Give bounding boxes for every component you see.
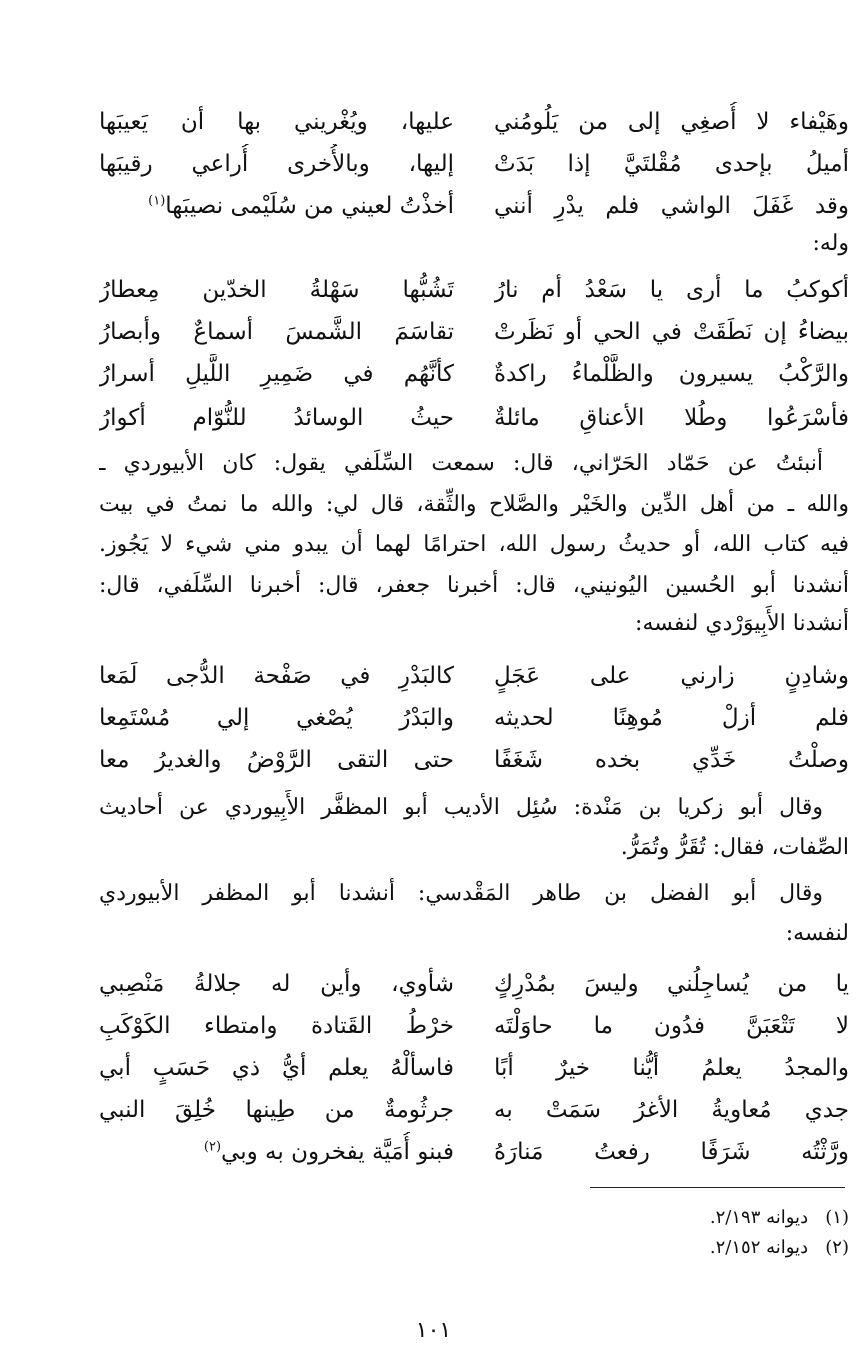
verse-second-hemistich: إليها، وبالأُخرى أُراعي رقيبَها xyxy=(99,151,454,177)
footnote xyxy=(449,1234,849,1262)
prose-line: أنبئتُ عن حَمّاد الحَرّاني، قال: سمعت السِّلَفي يقول: كان الأبيوردي ـ xyxy=(99,451,823,476)
footnote-reference: (١) xyxy=(148,193,166,209)
footnote-number: (١) xyxy=(825,1207,849,1228)
verse-first-hemistich: وهَيْفاء لا أُصغِي إلى من يَلُومُني xyxy=(494,109,849,135)
verse xyxy=(99,1090,849,1130)
poem-intro: أنشدنا الأَبِيوَرْدي لنفسه: xyxy=(635,611,849,636)
verse-second-hemistich: شأوي، وأين له جلالةُ مَنْصِبي xyxy=(99,971,454,997)
verse-first-hemistich: والرَّكْبُ يسيرون والظَّلْماءُ راكدةٌ xyxy=(494,361,849,387)
verse-second-hemistich: كأنَّهُم في ضَمِيرِ اللَّيلِ أسرارُ xyxy=(99,361,454,387)
verse-first-hemistich: وشادِنٍ زارني على عَجَلٍ xyxy=(494,663,849,689)
verse-first-hemistich: والمجدُ يعلمُ أيُّنا خيرٌ أبًا xyxy=(494,1055,849,1081)
verse xyxy=(99,698,849,738)
verse-second-hemistich xyxy=(99,1132,454,1172)
verse-second-hemistich: تقاسَمَ الشَّمسَ أسماعٌ وأبصارُ xyxy=(99,319,454,345)
verse-second-hemistich: تَشُبُّها سَهْلةُ الخدّين مِعطارُ xyxy=(99,277,454,303)
verse-second-hemistich: حيثُ الوسائدُ للنُّوّام أكوارُ xyxy=(99,405,454,431)
footnote-separator xyxy=(590,1187,845,1188)
verse xyxy=(99,312,849,352)
verse-first-hemistich: يا من يُساجِلُني وليسَ بمُدْرِكٍ xyxy=(494,971,849,997)
prose-line: وقال أبو الفضل بن طاهر المَقْدسي: أنشدنا أبو المظفر الأبيوردي xyxy=(99,881,823,906)
verse-first-hemistich: وقد غَفَلَ الواشي فلم يدْرِ أنني xyxy=(494,193,849,219)
verse-first-hemistich: ورَّثْتُه شَرَفًا رفعتُ مَنارَهُ xyxy=(494,1139,849,1165)
verse xyxy=(99,144,849,184)
verse-second-hemistich: جرثُومةٌ من طِينها خُلِقَ النبي xyxy=(99,1097,454,1123)
verse xyxy=(99,1006,849,1046)
page-number: ١٠١ xyxy=(415,1318,452,1343)
verse xyxy=(99,656,849,696)
verse xyxy=(99,186,849,226)
verse xyxy=(99,270,849,310)
footnote-text: ديوانه ٢/١٩٣. xyxy=(709,1207,809,1228)
verse xyxy=(99,964,849,1004)
poem-intro: وله: xyxy=(812,231,849,256)
verse xyxy=(99,354,849,394)
verse-first-hemistich: أكوكبُ ما أرى يا سَعْدُ أم نارُ xyxy=(494,277,849,303)
verse xyxy=(99,398,849,438)
prose-line: الصِّفات، فقال: تُقَرُّ وتُمَرُّ. xyxy=(620,835,849,860)
verse-first-hemistich: وصلْتُ خَدِّي بخده شَغَفًا xyxy=(494,747,849,773)
verse-first-hemistich: فلم أزلْ مُوهِنًا لحديثه xyxy=(494,705,849,731)
footnote-text: ديوانه ٢/١٥٢. xyxy=(709,1237,809,1258)
verse-second-hemistich: كالبَدْرِ في صَفْحة الدُّجى لَمَعا xyxy=(99,663,454,689)
verse-text: أخذْتُ لعيني من سُلَيْمى نصيبَها xyxy=(165,193,454,219)
verse-second-hemistich: والبَدْرُ يُصْغي إلي مُسْتَمِعا xyxy=(99,705,454,731)
prose-line: فيه كتاب الله، أو حديثُ رسول الله، احترامًا لهما أن يبدو مني شيء لا يَجُوز. xyxy=(99,532,849,557)
verse xyxy=(99,1048,849,1088)
verse-first-hemistich: أميلُ بإحدى مُقْلتَيَّ إذا بَدَتْ xyxy=(494,151,849,177)
verse xyxy=(99,1132,849,1172)
verse-second-hemistich: فاسألْهُ يعلم أيُّ ذي حَسَبٍ أبي xyxy=(99,1055,454,1081)
verse xyxy=(99,102,849,142)
verse-second-hemistich xyxy=(99,186,454,226)
footnote-reference: (٢) xyxy=(203,1139,222,1155)
verse-text: فبنو أُمَيَّة يفخرون به وبي xyxy=(221,1139,454,1165)
footnote xyxy=(449,1204,849,1232)
prose-line: أنشدنا أبو الحُسين اليُونيني، قال: أخبرنا جعفر، قال: أخبرنا السِّلَفي، قال: xyxy=(99,573,849,598)
prose-line: والله ـ من أهل الدِّين والخَيْر والصَّلاح والثِّقة، قال لي: والله ما نمتُ في بيت xyxy=(99,492,849,517)
verse xyxy=(99,740,849,780)
verse-second-hemistich: عليها، ويُغْريني بها أن يَعيبَها xyxy=(99,109,454,135)
verse-first-hemistich: لا تَتْعَبَنَّ فدُون ما حاوَلْتَه xyxy=(494,1013,849,1039)
footnote-number: (٢) xyxy=(825,1237,849,1258)
verse-second-hemistich: خرْطُ القَتادة وامتطاء الكَوْكَبِ xyxy=(99,1013,454,1039)
verse-second-hemistich: حتى التقى الرَّوْضُ والغديرُ معا xyxy=(99,747,454,773)
verse-first-hemistich: جدي مُعاويةُ الأغرُ سَمَتْ به xyxy=(494,1097,849,1123)
poem-intro: لنفسه: xyxy=(785,921,849,946)
prose-line: وقال أبو زكريا بن مَنْدة: سُئِل الأديب أبو المظفَّر الأَبِيوردي عن أحاديث xyxy=(99,795,823,820)
verse-first-hemistich: فأسْرَعُوا وطُلا الأعناقِ مائلةٌ xyxy=(494,405,849,431)
verse-first-hemistich: بيضاءُ إن نَطَقَتْ في الحي أو نَظَرتْ xyxy=(494,319,849,345)
